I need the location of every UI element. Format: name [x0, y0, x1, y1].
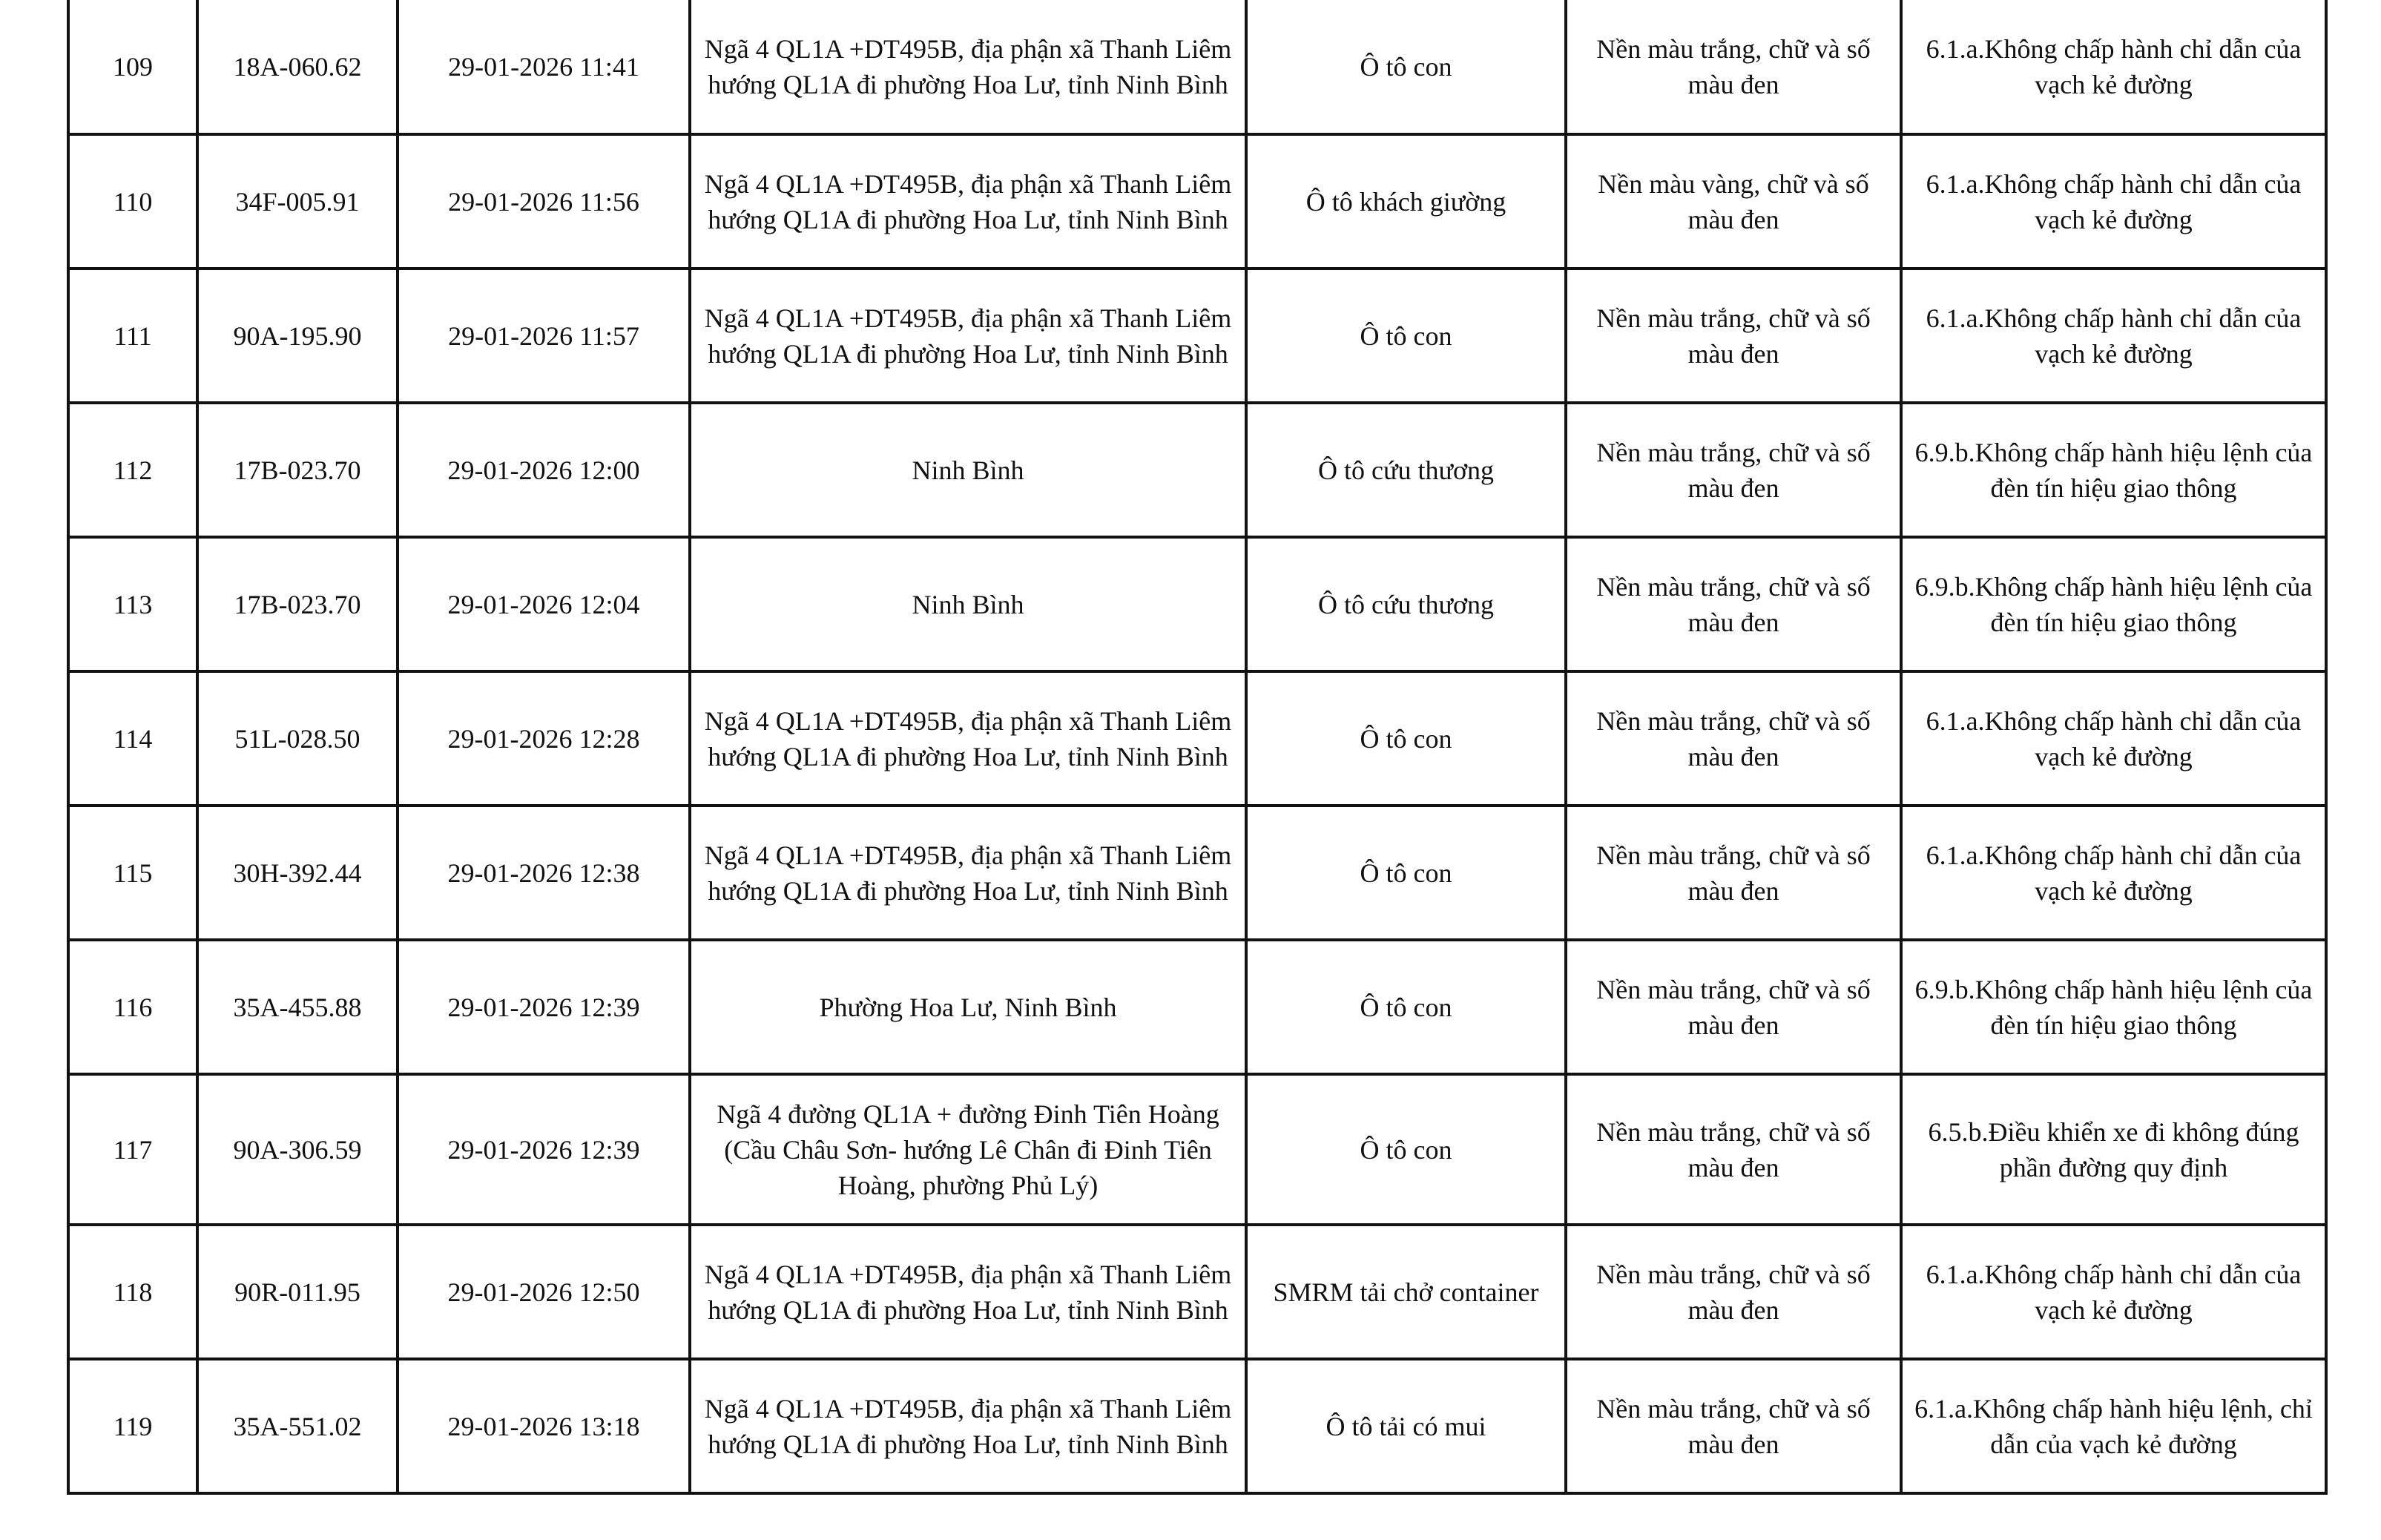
- cell-location: Ninh Bình: [690, 403, 1246, 537]
- cell-location: Ngã 4 đường QL1A + đường Đinh Tiên Hoàng (Cầu Châu Sơn- hướng Lê Chân đi Đinh Tiên Hoàng, phường Phủ Lý): [690, 1074, 1246, 1225]
- cell-time: 29-01-2026 12:38: [398, 806, 690, 940]
- table-row: [68, 134, 2326, 269]
- cell-location: Ngã 4 QL1A +DT495B, địa phận xã Thanh Liêm hướng QL1A đi phường Hoa Lư, tỉnh Ninh Bình: [690, 671, 1246, 806]
- cell-plate: 34F-005.91: [197, 134, 398, 269]
- cell-plate-color: Nền màu trắng, chữ và số màu đen: [1566, 671, 1901, 806]
- cell-time: 29-01-2026 12:50: [398, 1225, 690, 1359]
- cell-plate-color: Nền màu trắng, chữ và số màu đen: [1566, 0, 1901, 134]
- cell-violation: 6.9.b.Không chấp hành hiệu lệnh của đèn tín hiệu giao thông: [1901, 940, 2326, 1074]
- cell-index: 119: [68, 1359, 197, 1493]
- table-row: [68, 1225, 2326, 1359]
- cell-plate: 17B-023.70: [197, 403, 398, 537]
- table-row: [68, 940, 2326, 1074]
- cell-time: 29-01-2026 12:00: [398, 403, 690, 537]
- cell-plate-color: Nền màu trắng, chữ và số màu đen: [1566, 1225, 1901, 1359]
- cell-violation: 6.9.b.Không chấp hành hiệu lệnh của đèn tín hiệu giao thông: [1901, 537, 2326, 671]
- cell-plate: 90R-011.95: [197, 1225, 398, 1359]
- cell-plate-color: Nền màu trắng, chữ và số màu đen: [1566, 403, 1901, 537]
- cell-violation: 6.1.a.Không chấp hành chỉ dẫn của vạch kẻ đường: [1901, 671, 2326, 806]
- cell-location: Ninh Bình: [690, 537, 1246, 671]
- cell-location: Ngã 4 QL1A +DT495B, địa phận xã Thanh Liêm hướng QL1A đi phường Hoa Lư, tỉnh Ninh Bình: [690, 1359, 1246, 1493]
- cell-plate: 17B-023.70: [197, 537, 398, 671]
- violations-table-container: [67, 0, 2325, 1495]
- cell-index: 109: [68, 0, 197, 134]
- cell-index: 115: [68, 806, 197, 940]
- cell-plate-color: Nền màu trắng, chữ và số màu đen: [1566, 940, 1901, 1074]
- cell-violation: 6.1.a.Không chấp hành chỉ dẫn của vạch kẻ đường: [1901, 0, 2326, 134]
- table-row: [68, 537, 2326, 671]
- cell-plate-color: Nền màu trắng, chữ và số màu đen: [1566, 537, 1901, 671]
- cell-time: 29-01-2026 13:18: [398, 1359, 690, 1493]
- cell-violation: 6.1.a.Không chấp hành chỉ dẫn của vạch kẻ đường: [1901, 806, 2326, 940]
- cell-vehicle: Ô tô con: [1246, 806, 1566, 940]
- table-row: [68, 671, 2326, 806]
- cell-location: Ngã 4 QL1A +DT495B, địa phận xã Thanh Liêm hướng QL1A đi phường Hoa Lư, tỉnh Ninh Bình: [690, 269, 1246, 403]
- cell-vehicle: SMRM tải chở container: [1246, 1225, 1566, 1359]
- cell-violation: 6.1.a.Không chấp hành chỉ dẫn của vạch kẻ đường: [1901, 134, 2326, 269]
- cell-vehicle: Ô tô con: [1246, 940, 1566, 1074]
- cell-vehicle: Ô tô con: [1246, 269, 1566, 403]
- table-row: [68, 403, 2326, 537]
- cell-time: 29-01-2026 11:57: [398, 269, 690, 403]
- table-row: [68, 1359, 2326, 1493]
- cell-violation: 6.1.a.Không chấp hành hiệu lệnh, chỉ dẫn của vạch kẻ đường: [1901, 1359, 2326, 1493]
- cell-index: 112: [68, 403, 197, 537]
- cell-index: 110: [68, 134, 197, 269]
- table-row: [68, 0, 2326, 134]
- cell-vehicle: Ô tô con: [1246, 671, 1566, 806]
- cell-plate-color: Nền màu vàng, chữ và số màu đen: [1566, 134, 1901, 269]
- cell-location: Ngã 4 QL1A +DT495B, địa phận xã Thanh Liêm hướng QL1A đi phường Hoa Lư, tỉnh Ninh Bình: [690, 806, 1246, 940]
- cell-plate: 18A-060.62: [197, 0, 398, 134]
- cell-violation: 6.5.b.Điều khiển xe đi không đúng phần đường quy định: [1901, 1074, 2326, 1225]
- violations-table: [67, 0, 2328, 1495]
- cell-time: 29-01-2026 11:56: [398, 134, 690, 269]
- cell-vehicle: Ô tô con: [1246, 1074, 1566, 1225]
- cell-vehicle: Ô tô khách giường: [1246, 134, 1566, 269]
- cell-index: 113: [68, 537, 197, 671]
- cell-location: Phường Hoa Lư, Ninh Bình: [690, 940, 1246, 1074]
- cell-index: 111: [68, 269, 197, 403]
- cell-vehicle: Ô tô con: [1246, 0, 1566, 134]
- cell-vehicle: Ô tô cứu thương: [1246, 403, 1566, 537]
- cell-violation: 6.1.a.Không chấp hành chỉ dẫn của vạch kẻ đường: [1901, 269, 2326, 403]
- cell-index: 116: [68, 940, 197, 1074]
- cell-index: 118: [68, 1225, 197, 1359]
- cell-plate-color: Nền màu trắng, chữ và số màu đen: [1566, 806, 1901, 940]
- cell-violation: 6.9.b.Không chấp hành hiệu lệnh của đèn tín hiệu giao thông: [1901, 403, 2326, 537]
- cell-location: Ngã 4 QL1A +DT495B, địa phận xã Thanh Liêm hướng QL1A đi phường Hoa Lư, tỉnh Ninh Bình: [690, 134, 1246, 269]
- table-row: [68, 1074, 2326, 1225]
- cell-location: Ngã 4 QL1A +DT495B, địa phận xã Thanh Liêm hướng QL1A đi phường Hoa Lư, tỉnh Ninh Bình: [690, 1225, 1246, 1359]
- cell-plate: 90A-195.90: [197, 269, 398, 403]
- cell-vehicle: Ô tô cứu thương: [1246, 537, 1566, 671]
- table-row: [68, 269, 2326, 403]
- cell-plate-color: Nền màu trắng, chữ và số màu đen: [1566, 269, 1901, 403]
- cell-plate: 35A-455.88: [197, 940, 398, 1074]
- cell-time: 29-01-2026 12:39: [398, 1074, 690, 1225]
- cell-plate-color: Nền màu trắng, chữ và số màu đen: [1566, 1074, 1901, 1225]
- cell-violation: 6.1.a.Không chấp hành chỉ dẫn của vạch kẻ đường: [1901, 1225, 2326, 1359]
- cell-vehicle: Ô tô tải có mui: [1246, 1359, 1566, 1493]
- cell-location: Ngã 4 QL1A +DT495B, địa phận xã Thanh Liêm hướng QL1A đi phường Hoa Lư, tỉnh Ninh Bình: [690, 0, 1246, 134]
- cell-time: 29-01-2026 12:04: [398, 537, 690, 671]
- cell-plate: 30H-392.44: [197, 806, 398, 940]
- cell-index: 117: [68, 1074, 197, 1225]
- cell-plate: 90A-306.59: [197, 1074, 398, 1225]
- cell-plate: 51L-028.50: [197, 671, 398, 806]
- table-row: [68, 806, 2326, 940]
- cell-plate: 35A-551.02: [197, 1359, 398, 1493]
- cell-time: 29-01-2026 12:39: [398, 940, 690, 1074]
- cell-plate-color: Nền màu trắng, chữ và số màu đen: [1566, 1359, 1901, 1493]
- cell-time: 29-01-2026 11:41: [398, 0, 690, 134]
- cell-index: 114: [68, 671, 197, 806]
- cell-time: 29-01-2026 12:28: [398, 671, 690, 806]
